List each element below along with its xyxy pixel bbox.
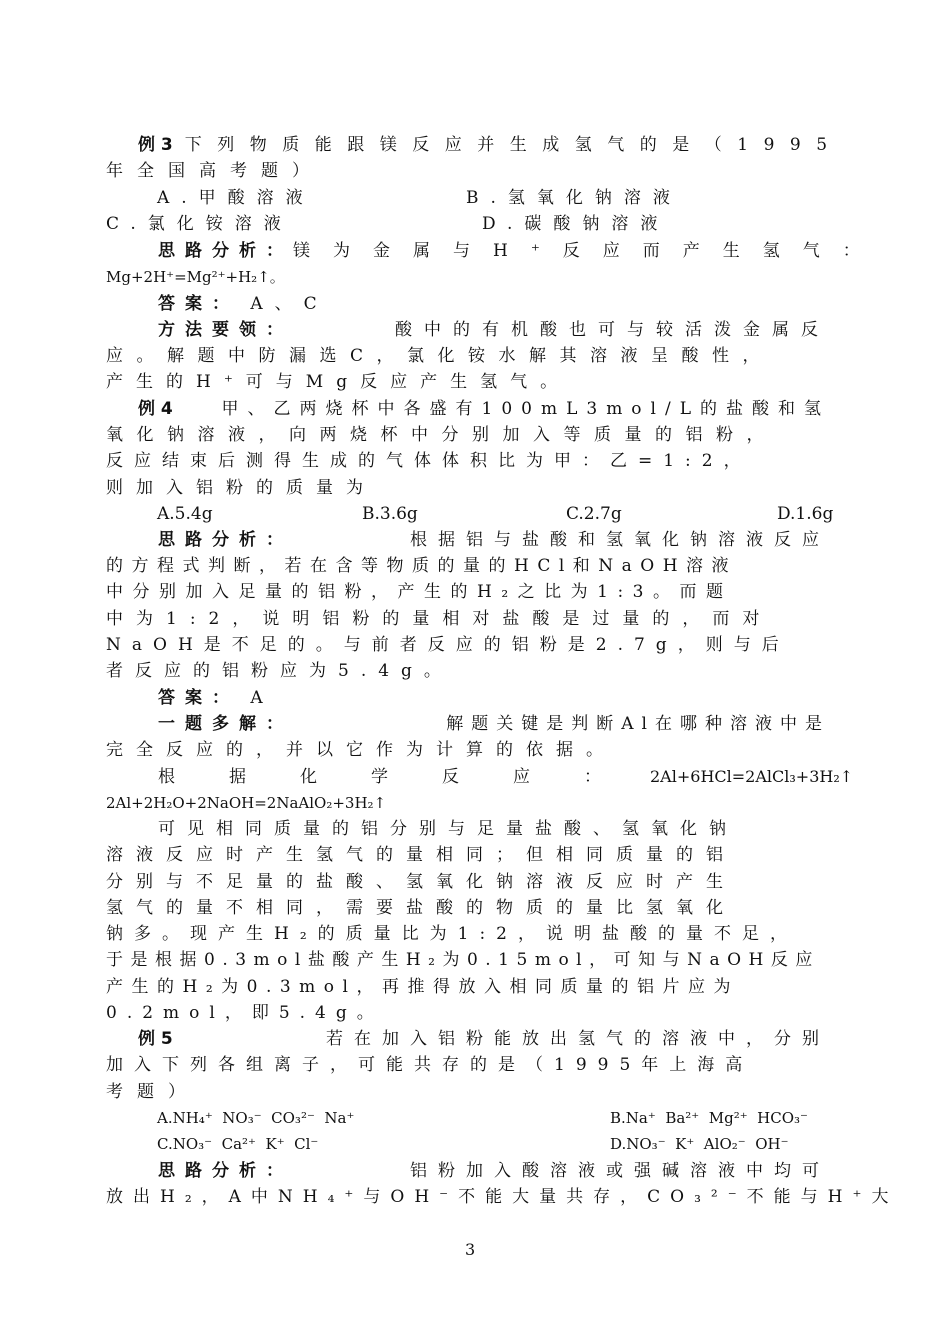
ex3-analysis-label: 思路分析： xyxy=(158,241,293,261)
ex4-label: 例 4 xyxy=(138,399,173,419)
ex4-multi-label: 一题多解： xyxy=(158,714,293,734)
ex3-method-text1: 酸中的有机酸也可与较活泼金属反 xyxy=(395,320,830,340)
ex5-question-line1 xyxy=(138,1029,830,1049)
ex3-question-line2: 年全国高考题） xyxy=(106,161,323,181)
ex4-analysis-label: 思路分析： xyxy=(158,530,293,550)
ex3-analysis-text: 镁为金属与H⁺反应而产生氢气： xyxy=(293,241,883,261)
ex4-analysis-text1: 根据铝与盐酸和氢氧化钠溶液反应 xyxy=(410,530,830,550)
ex3-method-text3: 产生的H⁺可与Mg反应产生氢气。 xyxy=(106,372,571,392)
ex4-equation2: 2Al+2H₂O+2NaOH=2NaAlO₂+3H₂↑ xyxy=(106,794,387,812)
ex3-option-d: D.碳酸钠溶液 xyxy=(482,214,670,234)
ex4-multi-text3: 根据化学反应： xyxy=(158,767,655,787)
ex5-question-line2: 加入下列各组离子，可能共存的是（1995年上海高 xyxy=(106,1055,754,1075)
ex5-q1: 若在加入铝粉能放出氢气的溶液中，分别 xyxy=(326,1029,830,1049)
page-number: 3 xyxy=(465,1240,476,1259)
ex5-analysis-text1: 铝粉加入酸溶液或强碱溶液中均可 xyxy=(410,1161,830,1181)
ex5-option-a: A.NH₄⁺ NO₃⁻ CO₃²⁻ Na⁺ xyxy=(157,1109,355,1127)
ex5-analysis-line1 xyxy=(158,1161,830,1181)
ex4-analysis-text3: 中分别加入足量的铝粉，产生的H₂之比为1:3。而题 xyxy=(106,582,733,602)
ex5-label: 例 5 xyxy=(138,1029,173,1049)
ex3-method-text2: 应。解题中防漏选C，氯化铵水解其溶液呈酸性， xyxy=(106,346,774,366)
ex3-q1: 下列物质能跟镁反应并生成氢气的是（1995 xyxy=(184,135,843,155)
ex5-analysis-label: 思路分析： xyxy=(158,1161,293,1181)
ex4-para-line7: 产生的H₂为0.3mol，再推得放入相同质量的铝片应为 xyxy=(106,977,739,997)
ex4-para-line3: 分别与不足量的盐酸、氢氧化钠溶液反应时产生 xyxy=(106,872,736,892)
ex4-question-line1 xyxy=(138,399,830,419)
ex4-q1: 甲、乙两烧杯中各盛有100mL3mol/L的盐酸和氢 xyxy=(221,399,830,419)
ex3-question-line1 xyxy=(138,135,843,155)
ex4-answer-label: 答案： xyxy=(158,688,239,708)
ex4-option-b: B.3.6g xyxy=(362,504,418,524)
ex4-equation1: 2Al+6HCl=2AlCl₃+3H₂↑ xyxy=(650,767,854,786)
ex4-question-line2: 氧化钠溶液，向两烧杯中分别加入等质量的铝粉， xyxy=(106,425,777,445)
ex3-method-line1 xyxy=(158,320,830,340)
ex3-option-b: B.氢氧化钠溶液 xyxy=(466,188,682,208)
ex4-para-line5: 钠多。现产生H₂的质量比为1:2，说明盐酸的量不足， xyxy=(106,924,798,944)
ex4-analysis-line1 xyxy=(158,530,830,550)
ex4-para-line1: 可见相同质量的铝分别与足量盐酸、氢氧化钠 xyxy=(158,819,738,839)
ex4-option-a: A.5.4g xyxy=(157,504,213,524)
ex4-multi-text1: 解题关键是判断Al在哪种溶液中是 xyxy=(446,714,830,734)
ex4-multi-text2: 完全反应的，并以它作为计算的依据。 xyxy=(106,740,616,760)
ex5-analysis-text2: 放出H₂，A中NH₄⁺与OH⁻不能大量共存，CO₃²⁻不能与H⁺大 xyxy=(106,1187,899,1207)
ex4-answer-line xyxy=(158,688,263,708)
ex3-option-c: C.氯化铵溶液 xyxy=(106,214,293,234)
ex5-option-c: C.NO₃⁻ Ca²⁺ K⁺ Cl⁻ xyxy=(157,1135,319,1153)
ex4-analysis-text4: 中为1:2，说明铝粉的量相对盐酸是过量的，而对 xyxy=(106,609,773,629)
ex5-option-d: D.NO₃⁻ K⁺ AlO₂⁻ OH⁻ xyxy=(610,1135,789,1153)
ex4-multi-line1 xyxy=(158,714,830,734)
ex4-analysis-text6: 者反应的铝粉应为5.4g。 xyxy=(106,661,453,681)
ex3-label: 例 3 xyxy=(138,135,173,155)
ex3-analysis-equation: Mg+2H⁺=Mg²⁺+H₂↑。 xyxy=(106,268,285,286)
ex5-question-line3: 考题） xyxy=(106,1082,199,1102)
ex4-analysis-text5: NaOH是不足的。与前者反应的铝粉是2.7g，则与后 xyxy=(106,635,790,655)
ex4-para-line4: 氢气的量不相同，需要盐酸的物质的量比氢氧化 xyxy=(106,898,736,918)
ex4-para-line2: 溶液反应时产生氢气的量相同；但相同质量的铝 xyxy=(106,845,736,865)
ex3-answer-line xyxy=(158,294,329,314)
ex3-option-a: A.甲酸溶液 xyxy=(157,188,315,208)
ex4-analysis-text2: 的方程式判断，若在含等物质的量的HCl和NaOH溶液 xyxy=(106,556,738,576)
ex3-answer-label: 答案： xyxy=(158,294,239,314)
ex4-para-line6: 于是根据0.3mol盐酸产生H₂为0.15mol，可知与NaOH反应 xyxy=(106,950,820,970)
ex3-analysis-line1 xyxy=(158,241,883,261)
ex4-question-line3: 反应结束后测得生成的气体体积比为甲：乙=1:2， xyxy=(106,451,752,471)
ex4-answer: A xyxy=(250,688,263,708)
ex3-answer: A、C xyxy=(250,294,329,314)
ex4-question-line4: 则加入铝粉的质量为 xyxy=(106,478,376,498)
ex4-option-c: C.2.7g xyxy=(566,504,622,524)
ex5-option-b: B.Na⁺ Ba²⁺ Mg²⁺ HCO₃⁻ xyxy=(610,1109,808,1127)
ex3-method-label: 方法要领： xyxy=(158,320,293,340)
ex4-option-d: D.1.6g xyxy=(777,504,834,524)
ex4-para-line8: 0.2mol，即5.4g。 xyxy=(106,1003,384,1023)
